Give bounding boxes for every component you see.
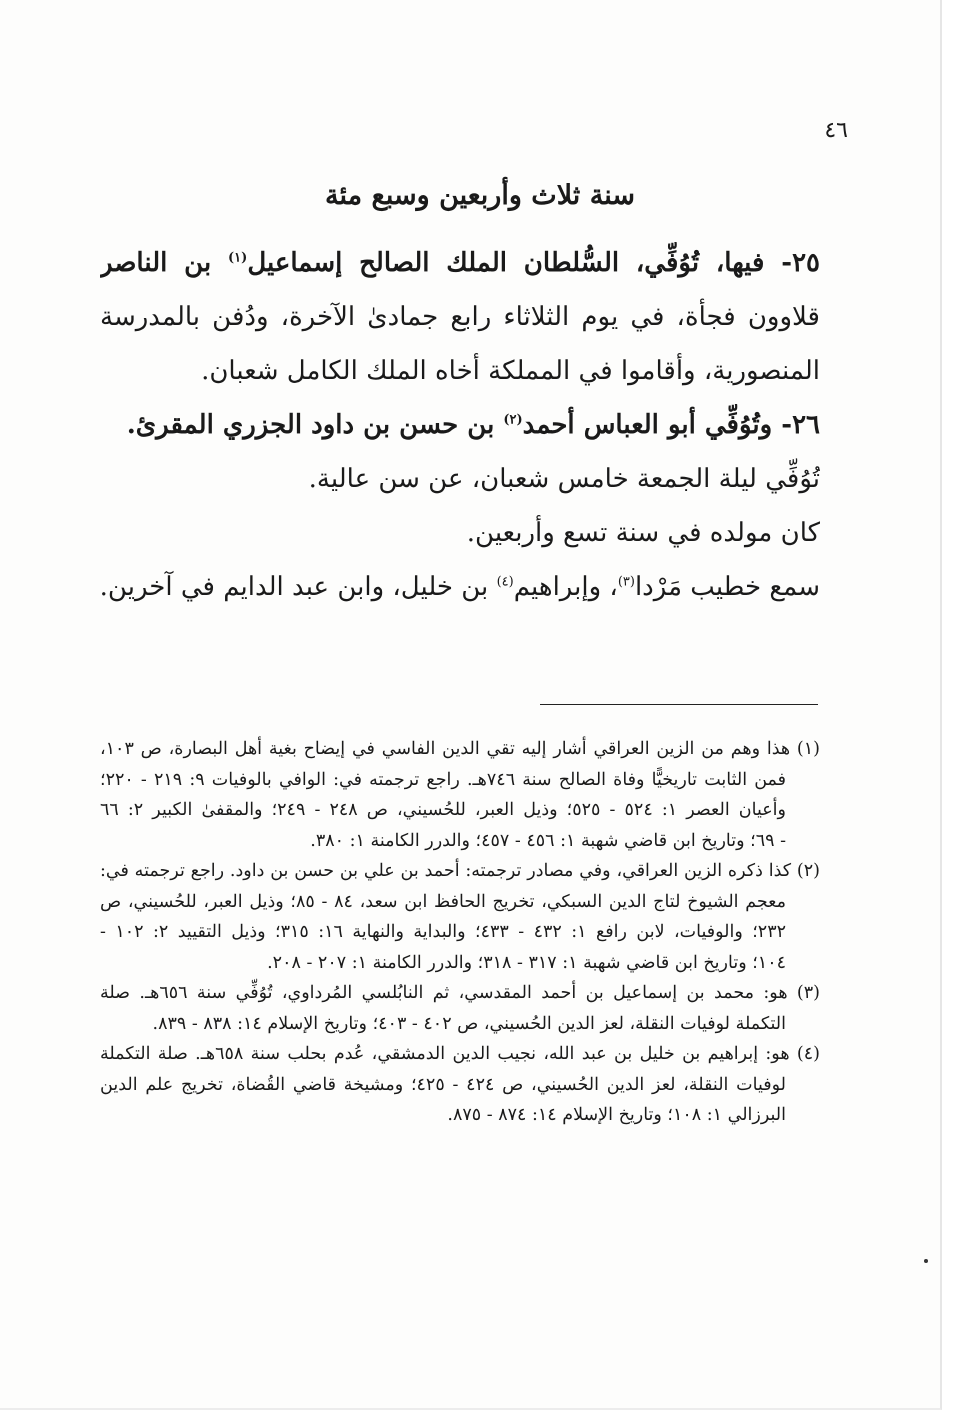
entry-26-heading: ٢٦- وتُوُفِّي أبو العباس أحمد bbox=[522, 410, 820, 440]
footnote-separator bbox=[540, 704, 818, 705]
footnote-2-line-2: معجم الشيوخ لتاج الدين السبكي، تخريج الحافظ ابن سعد، ٨٤ - ٨٥؛ وذيل العبر، للحُسيني، ص bbox=[100, 891, 786, 912]
footnote-4-line-2: لوفيات النقلة، لعز الدين الحُسيني، ص ٤٢٤ - ٤٢٥؛ ومشيخة قاضي القُضاة، تخريج علم الدين bbox=[100, 1074, 786, 1095]
footnote-ref-4: (٤) bbox=[496, 574, 514, 590]
footnote-2-line-3: ٢٣٢؛ والوفيات، لابن رافع ١: ٤٣٢ - ٤٣٣؛ والبداية والنهاية ١٦: ٣١٥؛ وذيل التقييد ٢: ١٠٢ - bbox=[100, 922, 786, 942]
entry-26-line-2: تُوُفِّي ليلة الجمعة خامس شعبان، عن سن عالية. bbox=[308, 464, 820, 494]
entry-25-line-3: المنصورية، وأقاموا في المملكة أخاه الملك الكامل شعبان. bbox=[201, 356, 820, 386]
footnote-1-line-2: فمن الثابت تاريخيًّا وفاة الصالح سنة ٧٤٦هـ. راجع ترجمته في: الوافي بالوفيات ٩: ٢١٩ - ٢٢٠؛ bbox=[100, 769, 786, 790]
footnote-2-line-1: (٢) كذا ذكره الزين العراقي، وفي مصادر ترجمته: أحمد بن علي بن حسن بن داود. راجع ترجمته في: bbox=[100, 861, 820, 881]
entry-25-heading: ٢٥- فيها، تُوُفِّي، السُّلطان الملك الصالح إسماعيل bbox=[247, 248, 820, 278]
footnote-1-line-4: - ٦٩؛ وتاريخ ابن قاضي شهبة ١: ٤٥٦ - ٤٥٧؛ والدرر الكامنة ١: ٣٨٠. bbox=[310, 830, 786, 851]
main-text bbox=[100, 236, 820, 614]
margin-mark bbox=[924, 1259, 928, 1263]
page-number: ٤٦ bbox=[824, 118, 848, 143]
footnote-ref-3: (٣) bbox=[617, 574, 635, 590]
footnote-ref-2: (٢) bbox=[503, 412, 523, 428]
entry-26-teacher-2: ، وإبراهيم bbox=[513, 572, 618, 602]
entry-26-line-1 bbox=[100, 398, 820, 452]
footnote-3-line-2: التكملة لوفيات النقلة، لعز الدين الحُسيني، ص ٤٠٢ - ٤٠٣؛ وتاريخ الإسلام ١٤: ٨٣٨ - ٨٣٩. bbox=[152, 1013, 786, 1034]
entry-26-teacher-1: سمع خطيب مَرْدا bbox=[634, 572, 820, 602]
entry-26-heading-tail: بن حسن بن داود الجزري المقرئ. bbox=[126, 410, 504, 440]
footnote-2-line-4: ١٠٤؛ وتاريخ ابن قاضي شهبة ١: ٣١٧ - ٣١٨؛ والدرر الكامنة ١: ٢٠٧ - ٢٠٨. bbox=[267, 952, 786, 973]
footnote-4-line-3: البرزالي ١: ١٠٨؛ وتاريخ الإسلام ١٤: ٨٧٤ - ٨٧٥. bbox=[447, 1105, 786, 1125]
footnote-ref-1: (١) bbox=[228, 250, 248, 266]
footnote-4-line-1: (٤) هو: إبراهيم بن خليل بن عبد الله، نجيب الدين الدمشقي، عُدم بحلب سنة ٦٥٨هـ. صلة التكملة bbox=[100, 1044, 820, 1064]
entry-25-line-1 bbox=[100, 236, 820, 290]
entry-26-line-3: كان مولده في سنة تسع وأربعين. bbox=[466, 518, 820, 548]
footnotes bbox=[100, 734, 820, 1131]
footnote-1-line-3: وأعيان العصر ١: ٥٢٤ - ٥٢٥؛ وذيل العبر، للحُسيني، ص ٢٤٨ - ٢٤٩؛ والمقفىٰ الكبير ٢: ٦٦ bbox=[100, 800, 786, 820]
entry-26-teacher-rest: بن خليل، وابن عبد الدايم في آخرين. bbox=[100, 572, 497, 602]
entry-26-line-4 bbox=[100, 560, 820, 614]
entry-25-line-2: قلاوون فجأة، في يوم الثلاثاء رابع جمادىٰ الآخرة، ودُفن بالمدرسة bbox=[100, 302, 820, 332]
year-heading: سنة ثلاث وأربعين وسبع مئة bbox=[325, 180, 635, 211]
footnote-3-line-1: (٣) هو: محمد بن إسماعيل بن أحمد المقدسي، ثم النابُلسي المُرداوي، تُوُفِّي سنة ٦٥٦هـ. صلة bbox=[100, 983, 820, 1003]
entry-25-heading-tail: بن الناصر bbox=[100, 248, 212, 278]
footnote-1-line-1: (١) هذا وهم من الزين العراقي أشار إليه تقي الدين الفاسي في إيضاح بغية أهل البصارة، ص ١٠٣، bbox=[100, 739, 820, 759]
